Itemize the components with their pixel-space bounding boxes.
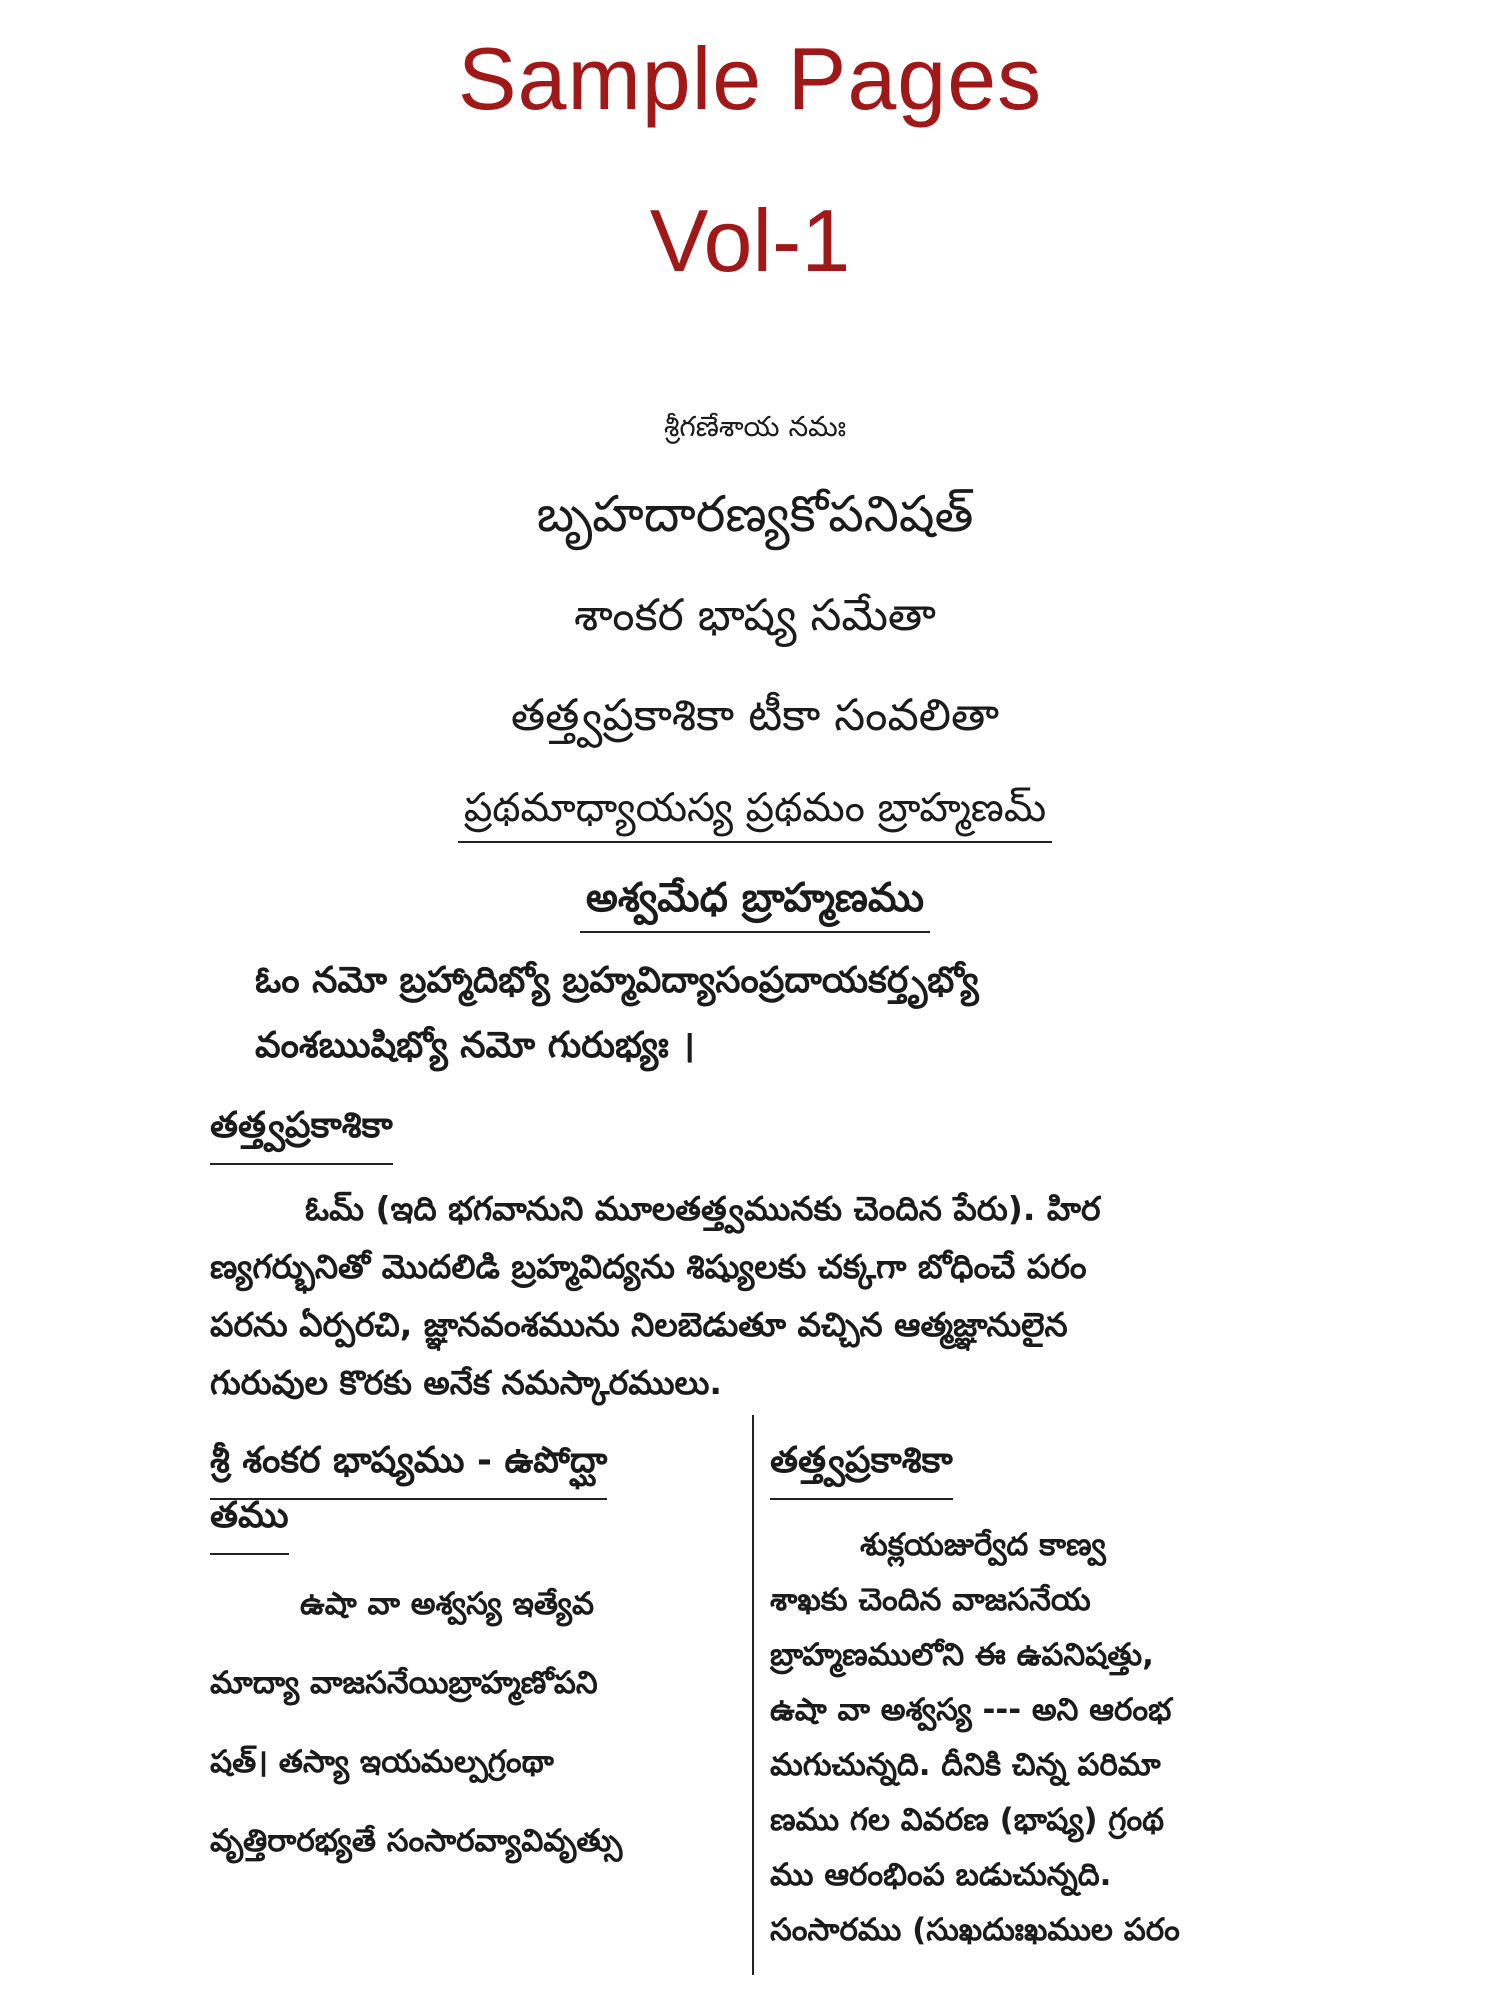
banner-volume: Vol-1 xyxy=(649,191,851,290)
column-line: షత్। తస్యా ఇయమల్పగ్రంథా xyxy=(210,1744,554,1780)
scanned-page xyxy=(200,400,1310,1980)
column-line: ఉషా వా అశ్వస్య ఇత్యేవ xyxy=(300,1586,595,1622)
banner-title: Sample Pages xyxy=(457,29,1043,128)
chapter-heading xyxy=(200,785,1310,841)
column-divider xyxy=(752,1415,754,1975)
section-heading xyxy=(200,875,1310,931)
subtitle-bhashya: శాంకర భాష్య సమేతా xyxy=(573,590,937,641)
page-title: బృహదారణ్యకోపనిషత్ xyxy=(536,485,974,543)
tattva-prakashika-column-heading: తత్త్వప్రకాశికా xyxy=(770,1440,953,1500)
intro-paragraph xyxy=(210,1180,1300,1412)
column-line: మగుచున్నది. దీనికి చిన్న పరిమా xyxy=(770,1747,1161,1783)
bhashya-column xyxy=(210,1565,735,1881)
subtitle-tika: తత్త్వప్రకాశికా టీకా సంవలితా xyxy=(510,690,1000,741)
column-line: ఉషా వా అశ్వస్య --- అని ఆరంభ xyxy=(770,1692,1172,1728)
column-line: ము ఆరంభింప బడుచున్నది. xyxy=(770,1857,1112,1893)
tattva-prakashika-heading: తత్త్వప్రకాశికా xyxy=(210,1105,393,1165)
column-line: మాద్యా వాజసనేయిబ్రాహ్మణోపని xyxy=(210,1665,598,1701)
commentary-column xyxy=(770,1518,1300,1958)
column-line: శాఖకు చెందిన వాజసనేయ xyxy=(770,1582,1091,1618)
column-line: వృత్తిరారభ్యతే సంసారవ్యావివృత్సు xyxy=(210,1823,623,1859)
column-line: సంసారము (సుఖదుఃఖముల పరం xyxy=(770,1912,1180,1948)
column-line: ణము గల వివరణ (భాష్య) గ్రంథ xyxy=(770,1802,1165,1838)
paragraph-line: ణ్యగర్భునితో మొదలిడి బ్రహ్మవిద్యను శిష్యులకు చక్కగా బోధించే పరం xyxy=(210,1247,1087,1286)
chapter-heading-text: ప్రథమాధ్యాయస్య ప్రథమం బ్రాహ్మణమ్ xyxy=(458,785,1052,843)
mantra-line: వంశఋషిభ్యో నమో గురుభ్యః । xyxy=(255,1025,695,1066)
mantra-line: ఓం నమో బ్రహ్మాదిభ్యో బ్రహ్మవిద్యాసంప్రదాయకర్తృభ్యో xyxy=(255,960,979,1001)
paragraph-line: పరను ఏర్పరచి, జ్ఞానవంశమును నిలబెడుతూ వచ్చిన ఆత్మజ్ఞానులైన xyxy=(210,1305,1068,1344)
paragraph-line: గురువుల కొరకు అనేక నమస్కారములు. xyxy=(210,1363,722,1402)
invocation: శ్రీగణేశాయ నమః xyxy=(663,410,847,443)
bhashya-heading-continued: తము xyxy=(210,1495,289,1555)
column-line: బ్రాహ్మణములోని ఈ ఉపనిషత్తు, xyxy=(770,1637,1154,1673)
section-heading-text: అశ్వమేధ బ్రాహ్మణము xyxy=(580,875,930,933)
column-line: శుక్లయజుర్వేద కాణ్వ xyxy=(860,1527,1106,1563)
paragraph-line: ఓమ్ (ఇది భగవానుని మూలతత్త్వమునకు చెందిన పేరు). హిర xyxy=(305,1189,1101,1228)
bhashya-heading: శ్రీ శంకర భాష్యము - ఉపోద్ఘా xyxy=(210,1440,607,1500)
